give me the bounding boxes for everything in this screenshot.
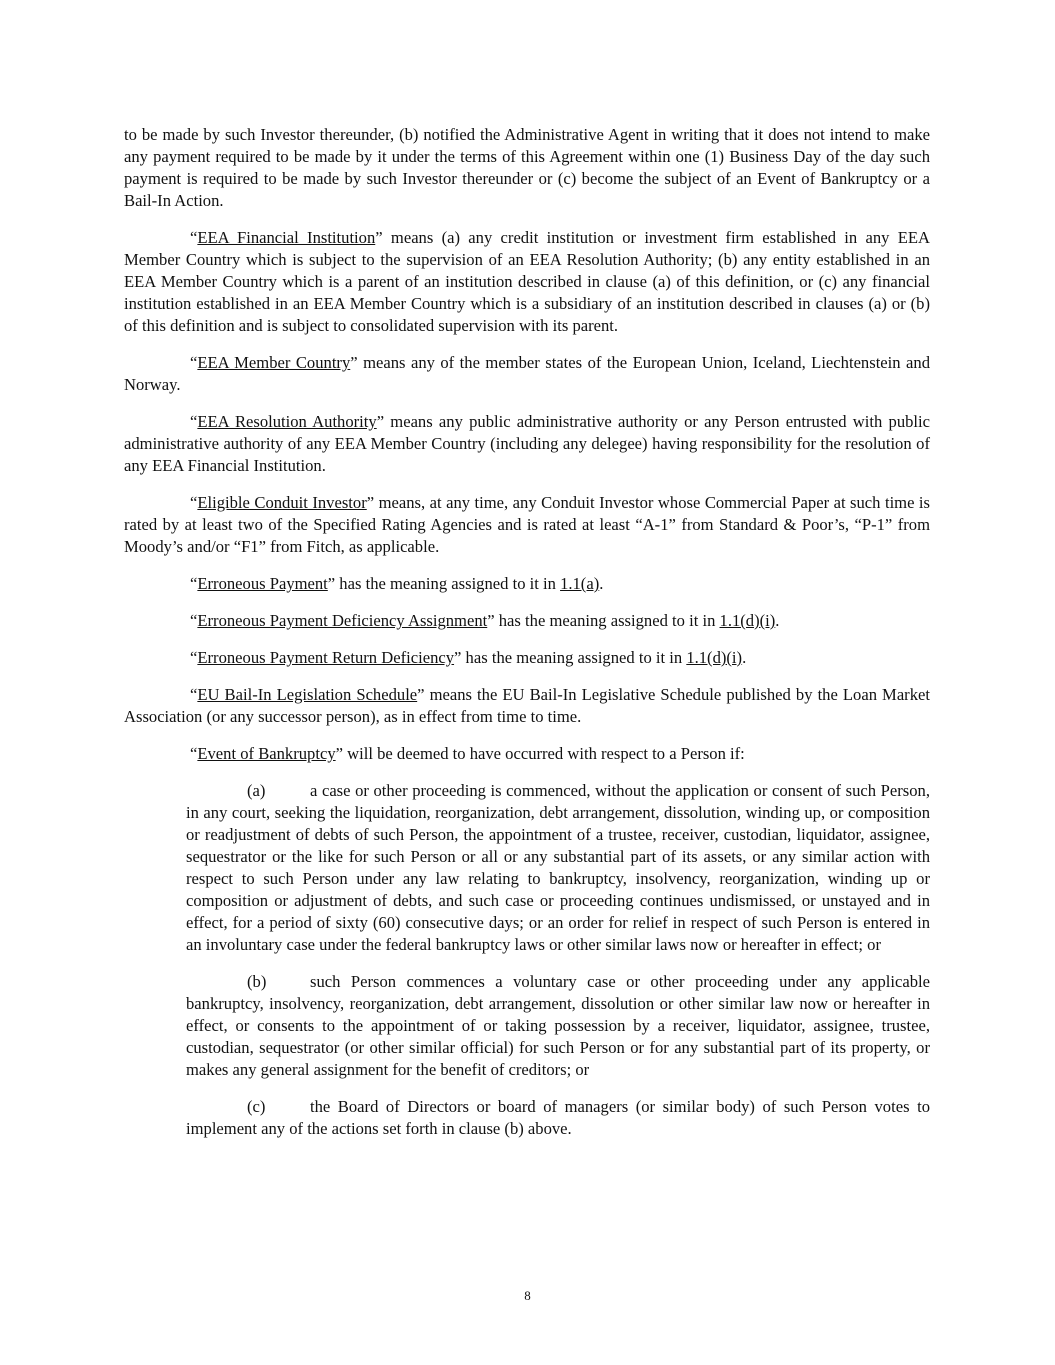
- definition-eea-financial-institution: [124, 227, 930, 337]
- open-quote: “: [190, 685, 198, 704]
- definition-event-of-bankruptcy: [124, 743, 930, 765]
- definition-eu-bail-in-legislation-schedule: [124, 684, 930, 728]
- definition-body: ” means the EU Bail-In Legislative Schedule published by the Loan Market Association (or any successor person), as in effect from time to time.: [124, 685, 930, 726]
- open-quote: “: [190, 412, 198, 431]
- clause-b: [186, 971, 930, 1081]
- defined-term: Erroneous Payment: [197, 574, 328, 593]
- definition-body: ” has the meaning assigned to it in: [454, 648, 687, 667]
- page-number: 8: [524, 1288, 531, 1303]
- clause-label: (c): [247, 1097, 266, 1116]
- section-reference-link[interactable]: 1.1(d)(i): [686, 648, 743, 667]
- clause-a: [186, 780, 930, 956]
- definition-body: ” means, at any time, any Conduit Investor whose Commercial Paper at such time is rated by at least two of the Specified Rating Agencies and is rated at least “A-1” from Standard & Poor’s, “P-1” from Moody’s and/or “F1” from Fitch, as applicable.: [124, 493, 931, 556]
- continuation-paragraph: to be made by such Investor thereunder, (b) notified the Administrative Agent in writing that it does not intend to make any payment required to be made by it under the terms of this Agreement within one (1) Business Day of the day such payment is required to be made by such Investor thereunder or (c) become the subject of an Event of Bankruptcy or a Bail-In Action.: [124, 125, 930, 210]
- definition-body: ” means (a) any credit institution or investment firm established in any EEA Member Country which is subject to the supervision of an EEA Resolution Authority; (b) any entity established in an EEA Member Country which is a parent of an institution described in clause (a) of this definition, or (c) any financial institution established in an EEA Member Country which is a subsidiary of an institution described in clauses (a) or (b) of this definition and is subject to consolidated supervision with its parent.: [124, 228, 930, 335]
- defined-term: EEA Financial Institution: [197, 228, 376, 247]
- open-quote: “: [190, 611, 198, 630]
- open-quote: “: [190, 353, 198, 372]
- sentence-end: .: [775, 611, 780, 630]
- open-quote: “: [190, 228, 198, 247]
- clause-c: [186, 1096, 930, 1140]
- definition-erroneous-payment-deficiency-assignment: [124, 610, 930, 632]
- sentence-end: .: [742, 648, 747, 667]
- sentence-end: .: [599, 574, 604, 593]
- defined-term: Erroneous Payment Return Deficiency: [197, 648, 455, 667]
- document-page: [124, 124, 930, 1155]
- defined-term: EEA Member Country: [197, 353, 351, 372]
- clause-label: (a): [247, 781, 266, 800]
- defined-term: EU Bail-In Legislation Schedule: [197, 685, 418, 704]
- open-quote: “: [190, 574, 198, 593]
- defined-term: Eligible Conduit Investor: [197, 493, 367, 512]
- definition-erroneous-payment-return-deficiency: [124, 647, 930, 669]
- defined-term: Event of Bankruptcy: [197, 744, 336, 763]
- definition-body: ” means any of the member states of the European Union, Iceland, Liechtenstein and Norway.: [124, 353, 930, 394]
- definition-erroneous-payment: [124, 573, 930, 595]
- defined-term: EEA Resolution Authority: [197, 412, 377, 431]
- definition-body: ” will be deemed to have occurred with respect to a Person if:: [335, 744, 745, 763]
- open-quote: “: [190, 648, 198, 667]
- clause-text: such Person commences a voluntary case or other proceeding under any applicable bankruptcy, insolvency, reorganization, debt arrangement, dissolution or other similar law now or hereafter in effect, or consents to the appointment of or taking possession by a receiver, liquidator, assignee, trustee, custodian, sequestrator (or other similar official) for such Person or for any substantial part of its property, or makes any general assignment for the benefit of creditors; or: [186, 972, 930, 1079]
- clause-label: (b): [247, 972, 267, 991]
- definition-eea-member-country: [124, 352, 930, 396]
- definition-body: ” has the meaning assigned to it in: [487, 611, 720, 630]
- defined-term: Erroneous Payment Deficiency Assignment: [197, 611, 488, 630]
- section-reference-link[interactable]: 1.1(d)(i): [719, 611, 776, 630]
- section-reference-link[interactable]: 1.1(a): [560, 574, 600, 593]
- open-quote: “: [190, 744, 198, 763]
- definition-eligible-conduit-investor: [124, 492, 930, 558]
- definition-body: ” means any public administrative authority or any Person entrusted with public administrative authority of any EEA Member Country (including any delegee) having responsibility for the resolution of any EEA Financial Institution.: [124, 412, 930, 475]
- open-quote: “: [190, 493, 198, 512]
- definition-eea-resolution-authority: [124, 411, 930, 477]
- clause-text: the Board of Directors or board of managers (or similar body) of such Person votes to implement any of the actions set forth in clause (b) above.: [186, 1097, 930, 1138]
- clause-text: a case or other proceeding is commenced, without the application or consent of such Person, in any court, seeking the liquidation, reorganization, debt arrangement, dissolution, winding up, or composition or readjustment of debts of such Person, the appointment of a trustee, receiver, custodian, liquidator, assignee, sequestrator or the like for such Person or all or any substantial part of its assets, or any similar action with respect to such Person under any law relating to bankruptcy, insolvency, reorganization, winding up or composition or adjustment of debts, and such case or proceeding continues undismissed, or unstayed and in effect, for a period of sixty (60) consecutive days; or an order for relief in respect of such Person is entered in an involuntary case under the federal bankruptcy laws or other similar laws now or hereafter in effect; or: [186, 781, 930, 954]
- definition-body: ” has the meaning assigned to it in: [327, 574, 561, 593]
